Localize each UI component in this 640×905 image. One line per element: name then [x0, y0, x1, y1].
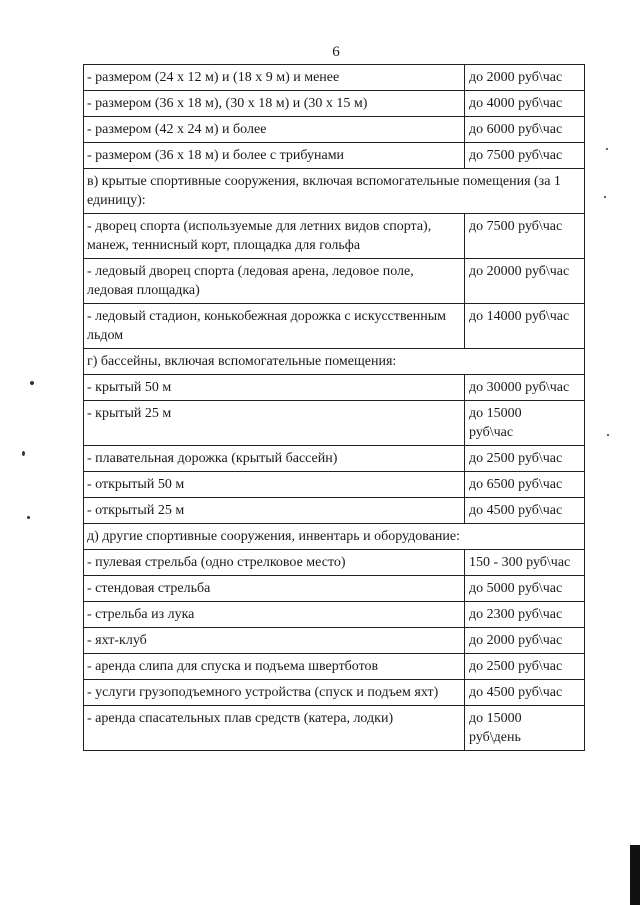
- table-row: [84, 602, 585, 628]
- service-name: - пулевая стрельба (одно стрелковое место): [84, 550, 465, 576]
- table-row: [84, 91, 585, 117]
- service-name: - стрельба из лука: [84, 602, 465, 628]
- service-name: - размером (36 х 18 м), (30 х 18 м) и (30 х 15 м): [84, 91, 465, 117]
- table-row: [84, 304, 585, 349]
- service-name: - плавательная дорожка (крытый бассейн): [84, 446, 465, 472]
- service-price: до 2500 руб\час: [465, 446, 585, 472]
- service-price: до 15000 руб\день: [465, 706, 585, 751]
- service-price: до 2000 руб\час: [465, 65, 585, 91]
- service-name: - крытый 25 м: [84, 401, 465, 446]
- service-price: до 2500 руб\час: [465, 654, 585, 680]
- section-heading: д) другие спортивные сооружения, инвентарь и оборудование:: [84, 524, 585, 550]
- table-row: [84, 680, 585, 706]
- service-price: до 5000 руб\час: [465, 576, 585, 602]
- section-heading: г) бассейны, включая вспомогательные помещения:: [84, 349, 585, 375]
- service-name: - аренда слипа для спуска и подъема швертботов: [84, 654, 465, 680]
- service-name: - услуги грузоподъемного устройства (спуск и подъем яхт): [84, 680, 465, 706]
- service-name: - размером (24 х 12 м) и (18 х 9 м) и менее: [84, 65, 465, 91]
- table-row: [84, 706, 585, 751]
- service-name: - ледовый стадион, конькобежная дорожка с искусственным льдом: [84, 304, 465, 349]
- table-row: [84, 375, 585, 401]
- table-row: [84, 143, 585, 169]
- service-price: до 7500 руб\час: [465, 143, 585, 169]
- table-row: [84, 472, 585, 498]
- scan-speck: [607, 434, 609, 436]
- service-price: до 7500 руб\час: [465, 214, 585, 259]
- service-name: - стендовая стрельба: [84, 576, 465, 602]
- service-price: до 2300 руб\час: [465, 602, 585, 628]
- scan-edge-mark: [630, 845, 640, 905]
- table-row: [84, 576, 585, 602]
- service-name: - открытый 25 м: [84, 498, 465, 524]
- section-row: [84, 349, 585, 375]
- section-row: [84, 169, 585, 214]
- section-row: [84, 524, 585, 550]
- table-row: [84, 628, 585, 654]
- scan-speck: [30, 381, 34, 385]
- service-name: - аренда спасательных плав средств (катера, лодки): [84, 706, 465, 751]
- service-price: до 30000 руб\час: [465, 375, 585, 401]
- service-price: до 14000 руб\час: [465, 304, 585, 349]
- service-name: - открытый 50 м: [84, 472, 465, 498]
- service-name: - дворец спорта (используемые для летних видов спорта), манеж, теннисный корт, площадка для гольфа: [84, 214, 465, 259]
- section-heading: в) крытые спортивные сооружения, включая вспомогательные помещения (за 1 единицу):: [84, 169, 585, 214]
- scan-speck: [22, 451, 25, 456]
- table-row: [84, 446, 585, 472]
- page-number: 6: [332, 44, 340, 60]
- table-row: [84, 65, 585, 91]
- service-price: до 15000 руб\час: [465, 401, 585, 446]
- service-price: до 6000 руб\час: [465, 117, 585, 143]
- service-name: - ледовый дворец спорта (ледовая арена, ледовое поле, ледовая площадка): [84, 259, 465, 304]
- service-name: - яхт-клуб: [84, 628, 465, 654]
- table-row: [84, 259, 585, 304]
- service-name: - размером (36 х 18 м) и более с трибунами: [84, 143, 465, 169]
- table-row: [84, 117, 585, 143]
- scan-speck: [606, 148, 608, 150]
- table-row: [84, 401, 585, 446]
- service-price: до 6500 руб\час: [465, 472, 585, 498]
- table-row: [84, 550, 585, 576]
- table-row: [84, 654, 585, 680]
- table-row: [84, 498, 585, 524]
- service-price: до 4500 руб\час: [465, 680, 585, 706]
- service-price: до 20000 руб\час: [465, 259, 585, 304]
- service-price: до 4500 руб\час: [465, 498, 585, 524]
- service-price: до 2000 руб\час: [465, 628, 585, 654]
- service-name: - размером (42 х 24 м) и более: [84, 117, 465, 143]
- price-table: [83, 64, 585, 751]
- table-row: [84, 214, 585, 259]
- price-table-body: [84, 65, 585, 751]
- service-name: - крытый 50 м: [84, 375, 465, 401]
- service-price: до 4000 руб\час: [465, 91, 585, 117]
- service-price: 150 - 300 руб\час: [465, 550, 585, 576]
- scan-speck: [604, 196, 606, 198]
- scan-speck: [27, 516, 30, 519]
